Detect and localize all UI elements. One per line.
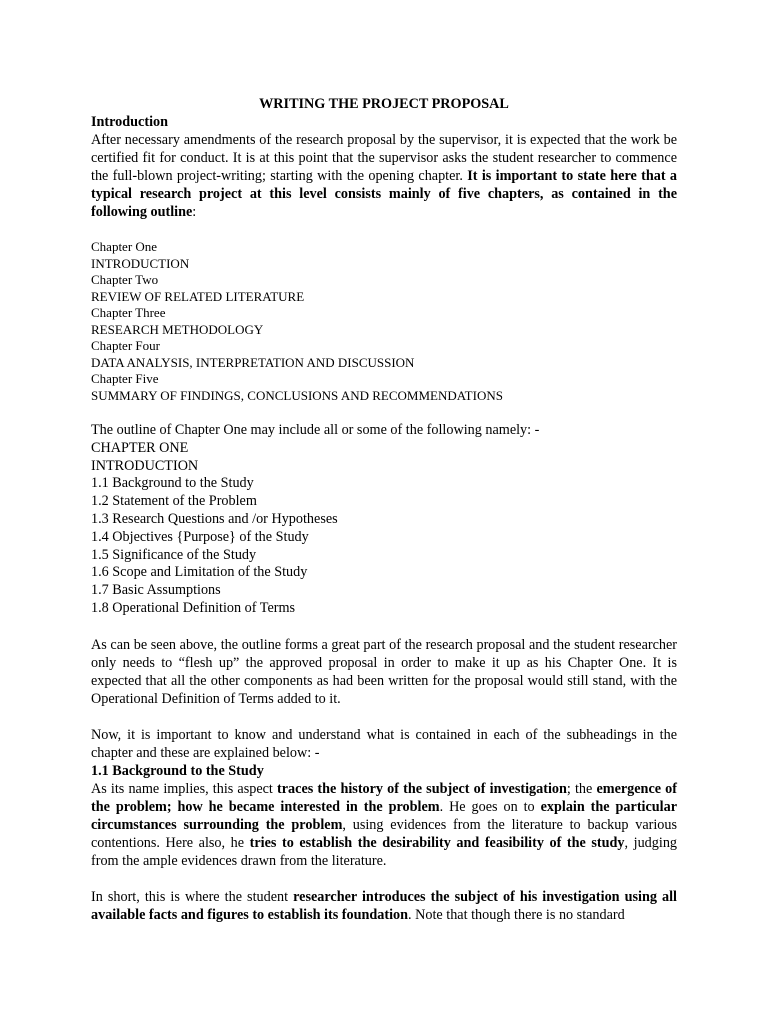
outline-item: 1.5 Significance of the Study <box>91 546 257 563</box>
document-body <box>91 95 677 924</box>
outline-item: The outline of Chapter One may include all or some of the following namely: - <box>91 422 540 438</box>
outline-line: Chapter One <box>91 239 158 254</box>
bold-text-run: emergence of the problem; how he became interested in the problem <box>91 780 677 815</box>
outline-item: CHAPTER ONE <box>91 439 189 456</box>
outline-item: 1.2 Statement of the Problem <box>91 493 257 510</box>
outline-line: Chapter Three <box>91 305 166 320</box>
bold-text-run: researcher introduces the subject of his investigation using all available facts and figures to establish its foundation <box>91 888 677 923</box>
text-run: , judging from the ample evidences drawn from the literature. <box>91 834 678 869</box>
introduction-heading: Introduction <box>91 114 168 130</box>
summary-paragraph <box>91 888 677 924</box>
text-run: . He goes on to <box>439 798 541 815</box>
text-run: Now, it is important to know and understand what is contained in each of the subheadings in the chapter and these are explained below: - <box>91 726 677 761</box>
section-heading-1-1: 1.1 Background to the Study <box>91 762 264 779</box>
outline-line: RESEARCH METHODOLOGY <box>91 321 264 337</box>
outline-line: INTRODUCTION <box>91 255 190 271</box>
bold-text-run: explain the particular circumstances surrounding the problem <box>91 798 677 833</box>
text-run: In short, this is where the student <box>91 888 294 905</box>
outline-line: Chapter Two <box>91 272 159 287</box>
outline-line: SUMMARY OF FINDINGS, CONCLUSIONS AND RECOMMENDATIONS <box>91 387 503 403</box>
outline-item: 1.4 Objectives {Purpose} of the Study <box>91 528 309 545</box>
chapter-outline <box>91 239 677 404</box>
outline-item: 1.7 Basic Assumptions <box>91 582 221 599</box>
chapter-one-outline <box>91 422 677 618</box>
text-run: ; the <box>566 780 597 797</box>
bold-text-run: tries to establish the desirability and feasibility of the study <box>249 834 625 851</box>
outline-line: Chapter Five <box>91 371 159 386</box>
outline-item: 1.1 Background to the Study <box>91 475 254 492</box>
bold-text-run: traces the history of the subject of investigation <box>277 780 567 797</box>
text-run: : <box>192 204 197 220</box>
page-title: WRITING THE PROJECT PROPOSAL <box>259 96 509 112</box>
text-run: . Note that though there is no standard <box>408 906 625 923</box>
outline-line: DATA ANALYSIS, INTERPRETATION AND DISCUSSION <box>91 354 415 370</box>
outline-item: 1.6 Scope and Limitation of the Study <box>91 564 308 581</box>
intro-paragraph <box>91 131 677 221</box>
text-run: After necessary amendments of the research proposal by the supervisor, it is expected that the work be certified fit for conduct. It is at this point that the supervisor asks the student researcher to commence the full-blown project-writing; starting with the opening chapter. <box>91 132 677 184</box>
outline-explanation-paragraph <box>91 636 677 708</box>
outline-item: 1.8 Operational Definition of Terms <box>91 599 296 616</box>
outline-line: Chapter Four <box>91 338 160 353</box>
text-run: As can be seen above, the outline forms a great part of the research proposal and the student researcher only needs to “flesh up” the approved proposal in order to make it up as his Chapter One. It is expected that all the other components as had been written for the proposal would still stand, with the Operational Definition of Terms added to it. <box>91 636 677 707</box>
outline-item: 1.3 Research Questions and /or Hypotheses <box>91 510 338 527</box>
subheadings-paragraph <box>91 726 677 762</box>
text-run: As its name implies, this aspect <box>91 780 278 797</box>
bold-text-run: It is important to state here that a typical research project at this level consists mainly of five chapters, as contained in the following outline <box>91 168 677 220</box>
background-paragraph <box>91 780 677 870</box>
text-run: , using evidences from the literature to backup various contentions. Here also, he <box>91 816 677 851</box>
outline-item: INTRODUCTION <box>91 457 199 474</box>
outline-line: REVIEW OF RELATED LITERATURE <box>91 288 305 304</box>
